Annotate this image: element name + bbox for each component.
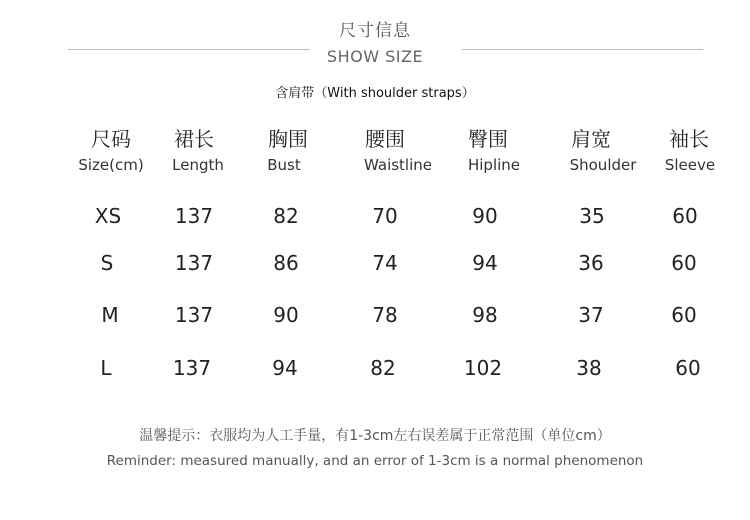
col-header-length-en: Length bbox=[172, 156, 224, 174]
col-header-size-en: Size(cm) bbox=[78, 156, 144, 174]
col-header-hip-cn: 臀围 bbox=[468, 127, 508, 151]
table-cell: S bbox=[100, 251, 114, 275]
table-cell: 98 bbox=[472, 303, 498, 327]
col-header-waist-en: Waistline bbox=[364, 156, 432, 174]
table-cell: 82 bbox=[273, 204, 299, 228]
table-cell: M bbox=[101, 303, 119, 327]
col-header-size-cn: 尺码 bbox=[91, 127, 131, 151]
col-header-sleeve-cn: 袖长 bbox=[669, 127, 709, 151]
table-cell: 38 bbox=[576, 356, 602, 380]
measurement-tip-chinese: 温馨提示：衣服均为人工手量，有1-3cm左右误差属于正常范围（单位cm） bbox=[139, 428, 611, 444]
table-cell: 94 bbox=[272, 356, 298, 380]
table-cell: L bbox=[100, 356, 112, 380]
measurement-tip-english: Reminder: measured manually, and an error of 1-3cm is a normal phenomenon bbox=[106, 453, 644, 469]
table-cell: 90 bbox=[273, 303, 299, 327]
table-cell: 70 bbox=[372, 204, 398, 228]
table-cell: 102 bbox=[463, 356, 503, 380]
table-cell: 82 bbox=[370, 356, 396, 380]
table-cell: 74 bbox=[372, 251, 398, 275]
table-cell: 78 bbox=[372, 303, 398, 327]
shoulder-strap-note: 含肩带（With shoulder straps） bbox=[275, 86, 475, 101]
table-cell: 36 bbox=[578, 251, 604, 275]
col-header-bust-en: Bust bbox=[267, 156, 301, 174]
table-cell: 94 bbox=[472, 251, 498, 275]
col-header-length-cn: 裙长 bbox=[174, 127, 214, 151]
table-cell: 60 bbox=[672, 204, 698, 228]
table-cell: 137 bbox=[174, 303, 214, 327]
table-cell: 60 bbox=[671, 251, 697, 275]
title-english: SHOW SIZE bbox=[326, 47, 424, 66]
col-header-hip-en: Hipline bbox=[467, 156, 521, 174]
col-header-shoulder-cn: 肩宽 bbox=[571, 127, 611, 151]
table-cell: 137 bbox=[172, 356, 212, 380]
col-header-bust-cn: 胸围 bbox=[268, 127, 308, 151]
title-divider-right bbox=[462, 49, 703, 50]
table-cell: 60 bbox=[675, 356, 701, 380]
table-cell: 86 bbox=[273, 251, 299, 275]
title-chinese: 尺寸信息 bbox=[339, 21, 411, 41]
col-header-waist-cn: 腰围 bbox=[365, 127, 405, 151]
table-cell: 137 bbox=[174, 204, 214, 228]
table-cell: 90 bbox=[472, 204, 498, 228]
col-header-sleeve-en: Sleeve bbox=[664, 156, 716, 174]
table-cell: XS bbox=[94, 204, 122, 228]
table-cell: 37 bbox=[578, 303, 604, 327]
table-cell: 60 bbox=[671, 303, 697, 327]
table-cell: 35 bbox=[579, 204, 605, 228]
table-cell: 137 bbox=[174, 251, 214, 275]
col-header-shoulder-en: Shoulder bbox=[569, 156, 637, 174]
